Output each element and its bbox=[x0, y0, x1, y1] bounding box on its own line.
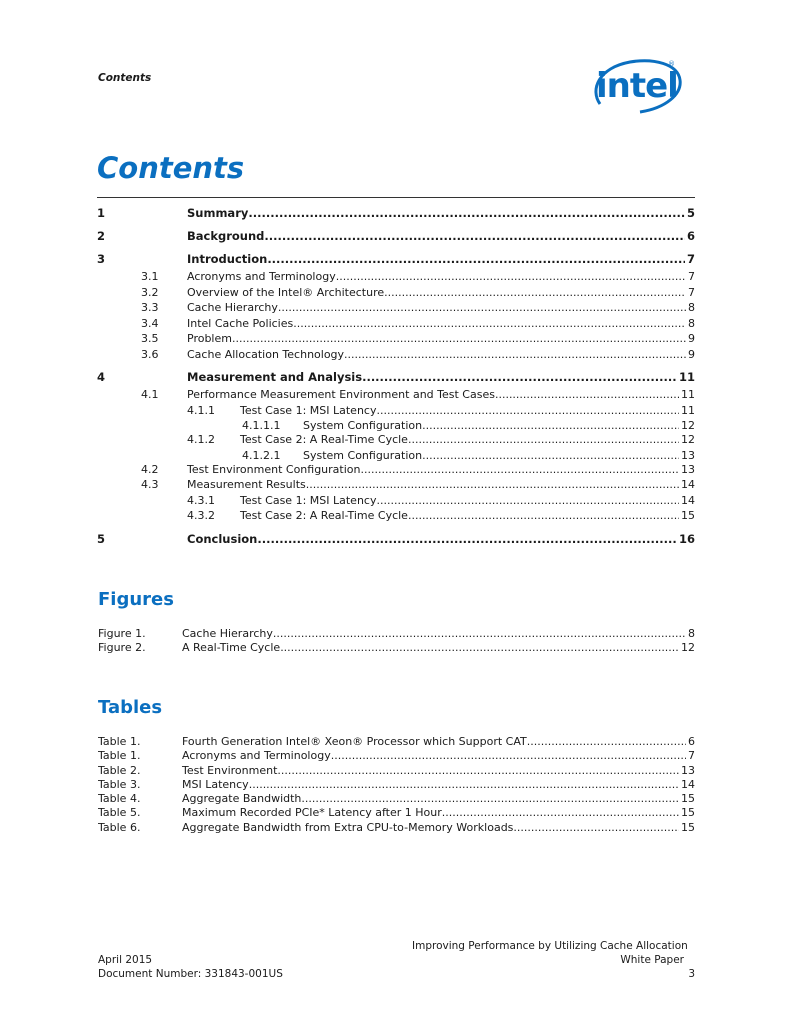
dot-leader bbox=[422, 419, 679, 432]
toc-entry[interactable] bbox=[97, 301, 695, 317]
entry-page: 7 bbox=[688, 270, 695, 283]
entry-number: 4.3 bbox=[141, 478, 159, 491]
dot-leader bbox=[361, 463, 680, 476]
toc-entry[interactable] bbox=[98, 806, 695, 820]
figures-list bbox=[98, 627, 695, 656]
entry-page: 7 bbox=[686, 252, 695, 266]
toc-entry[interactable] bbox=[97, 449, 695, 463]
entry-title: Cache Allocation Technology bbox=[187, 347, 345, 361]
toc-entry[interactable] bbox=[98, 627, 695, 641]
entry-page: 8 bbox=[688, 627, 695, 640]
entry-page: 15 bbox=[681, 509, 695, 522]
entry-title: Test Case 1: MSI Latency bbox=[240, 493, 377, 507]
toc-entry[interactable] bbox=[97, 348, 695, 364]
toc-entry[interactable] bbox=[97, 433, 695, 449]
entry-title: Test Environment Configuration bbox=[187, 462, 361, 476]
entry-number: Figure 1. bbox=[98, 627, 146, 640]
entry-title: Measurement and Analysis bbox=[187, 370, 363, 384]
dot-leader bbox=[264, 229, 685, 243]
entry-number: 5 bbox=[97, 531, 106, 546]
toc-entry[interactable] bbox=[98, 764, 695, 778]
figures-heading: Figures bbox=[98, 589, 174, 610]
entry-page: 11 bbox=[678, 370, 695, 384]
entry-number: Table 6. bbox=[98, 820, 141, 834]
entry-page: 7 bbox=[688, 749, 695, 763]
entry-number: Table 5. bbox=[98, 806, 141, 820]
entry-number: 4.1 bbox=[141, 388, 159, 401]
dot-leader bbox=[301, 792, 679, 805]
toc-entry[interactable] bbox=[97, 229, 695, 245]
entry-title: System Configuration bbox=[303, 448, 423, 462]
toc-entry[interactable] bbox=[97, 388, 695, 404]
entry-number: 4.1.1 bbox=[187, 403, 215, 417]
footer-date: April 2015 bbox=[98, 954, 153, 966]
entry-page: 14 bbox=[681, 493, 695, 507]
toc-entry[interactable] bbox=[98, 792, 695, 806]
entry-page: 15 bbox=[681, 792, 695, 806]
entry-number: 3.5 bbox=[141, 332, 159, 345]
entry-title: MSI Latency bbox=[182, 777, 249, 791]
footer-doc-number: Document Number: 331843-001US bbox=[98, 968, 283, 980]
entry-title: Acronyms and Terminology bbox=[187, 270, 336, 283]
dot-leader bbox=[273, 627, 686, 640]
dot-leader bbox=[280, 641, 679, 654]
dot-leader bbox=[442, 806, 679, 819]
entry-page: 12 bbox=[681, 419, 695, 432]
entry-number: 4.1.1.1 bbox=[242, 419, 281, 432]
entry-title: Test Case 2: A Real-Time Cycle bbox=[240, 509, 408, 522]
entry-number: 3.4 bbox=[141, 316, 159, 330]
dot-leader bbox=[257, 532, 677, 546]
dot-leader bbox=[495, 388, 679, 401]
entry-title: Intel Cache Policies bbox=[187, 316, 294, 330]
entry-title: Conclusion bbox=[187, 531, 258, 546]
dot-leader bbox=[527, 735, 686, 748]
dot-leader bbox=[408, 433, 679, 446]
entry-number: Table 4. bbox=[98, 792, 141, 806]
entry-title: A Real-Time Cycle bbox=[182, 641, 281, 655]
entry-page: 9 bbox=[688, 332, 695, 345]
toc-entry[interactable] bbox=[97, 419, 695, 433]
dot-leader bbox=[376, 494, 679, 507]
entry-title: Background bbox=[187, 229, 265, 243]
toc-entry[interactable] bbox=[97, 370, 695, 386]
toc-entry[interactable] bbox=[98, 821, 695, 835]
entry-number: 3.3 bbox=[141, 301, 159, 314]
dot-leader bbox=[408, 509, 679, 522]
tables-list bbox=[98, 735, 695, 835]
dot-leader bbox=[344, 348, 686, 361]
entry-title: Maximum Recorded PCIe* Latency after 1 Hour bbox=[182, 806, 442, 820]
entry-number: 2 bbox=[97, 229, 106, 243]
footer-page-number: 3 bbox=[688, 968, 695, 980]
entry-number: Table 1. bbox=[98, 749, 141, 763]
entry-number: 3.6 bbox=[141, 347, 159, 361]
entry-title: Fourth Generation Intel® Xeon® Processor which Support CAT bbox=[182, 735, 527, 748]
entry-title: System Configuration bbox=[303, 419, 423, 432]
logo-registered-mark: ® bbox=[668, 60, 675, 68]
entry-page: 14 bbox=[681, 777, 695, 791]
entry-title: Test Environment bbox=[182, 763, 278, 777]
toc-entry[interactable] bbox=[97, 404, 695, 420]
entry-title: Overview of the Intel® Architecture bbox=[187, 285, 385, 299]
entry-number: 4.1.2.1 bbox=[242, 448, 281, 462]
entry-page: 13 bbox=[681, 448, 695, 462]
dot-leader bbox=[248, 206, 685, 220]
entry-title: Measurement Results bbox=[187, 478, 306, 491]
page-title: Contents bbox=[97, 151, 245, 185]
entry-title: Cache Hierarchy bbox=[187, 301, 278, 314]
footer-doc-type: White Paper bbox=[620, 954, 684, 966]
entry-number: 4.1.2 bbox=[187, 433, 215, 446]
toc-entry[interactable] bbox=[97, 509, 695, 525]
entry-number: 4 bbox=[97, 370, 106, 384]
dot-leader bbox=[376, 404, 679, 417]
dot-leader bbox=[331, 749, 686, 762]
tables-heading: Tables bbox=[98, 697, 163, 718]
title-divider bbox=[97, 197, 695, 198]
entry-page: 6 bbox=[686, 229, 695, 243]
dot-leader bbox=[232, 332, 686, 345]
entry-number: 1 bbox=[97, 206, 106, 220]
entry-page: 11 bbox=[681, 403, 695, 417]
toc-entry[interactable] bbox=[97, 478, 695, 494]
entry-number: Table 2. bbox=[98, 763, 141, 777]
dot-leader bbox=[513, 821, 679, 834]
entry-page: 11 bbox=[681, 388, 695, 401]
entry-title: Test Case 1: MSI Latency bbox=[240, 403, 377, 417]
dot-leader bbox=[249, 778, 679, 791]
entry-number: 4.2 bbox=[141, 462, 159, 476]
entry-page: 5 bbox=[686, 206, 695, 220]
entry-page: 9 bbox=[688, 347, 695, 361]
entry-page: 15 bbox=[681, 806, 695, 820]
entry-number: Table 3. bbox=[98, 777, 141, 791]
entry-title: Cache Hierarchy bbox=[182, 627, 273, 640]
entry-title: Introduction bbox=[187, 252, 268, 266]
entry-title: Aggregate Bandwidth bbox=[182, 792, 302, 806]
table-of-contents bbox=[97, 206, 695, 548]
entry-number: 4.3.2 bbox=[187, 509, 215, 522]
toc-entry[interactable] bbox=[97, 317, 695, 333]
entry-page: 8 bbox=[688, 301, 695, 314]
entry-title: Aggregate Bandwidth from Extra CPU-to-Memory Workloads bbox=[182, 820, 514, 834]
entry-title: Summary bbox=[187, 206, 249, 220]
entry-number: Figure 2. bbox=[98, 641, 146, 655]
toc-entry[interactable] bbox=[97, 532, 695, 548]
dot-leader bbox=[306, 478, 679, 491]
running-head: Contents bbox=[98, 72, 152, 84]
entry-title: Test Case 2: A Real-Time Cycle bbox=[240, 433, 408, 446]
entry-number: 4.3.1 bbox=[187, 493, 215, 507]
entry-page: 12 bbox=[681, 433, 695, 446]
logo-wordmark: intel bbox=[596, 66, 678, 106]
dot-leader bbox=[362, 370, 677, 384]
dot-leader bbox=[336, 270, 686, 283]
toc-entry[interactable] bbox=[98, 641, 695, 655]
dot-leader bbox=[277, 764, 679, 777]
entry-page: 8 bbox=[688, 316, 695, 330]
toc-entry[interactable] bbox=[98, 749, 695, 763]
dot-leader bbox=[267, 252, 685, 266]
toc-entry[interactable] bbox=[97, 270, 695, 286]
toc-entry[interactable] bbox=[97, 463, 695, 479]
toc-entry[interactable] bbox=[98, 778, 695, 792]
toc-entry[interactable] bbox=[97, 494, 695, 510]
entry-page: 7 bbox=[688, 285, 695, 299]
entry-page: 15 bbox=[681, 820, 695, 834]
entry-title: Performance Measurement Environment and Test Cases bbox=[187, 388, 495, 401]
entry-number: 3 bbox=[97, 252, 106, 266]
entry-number: Table 1. bbox=[98, 735, 141, 748]
toc-entry[interactable] bbox=[97, 206, 695, 222]
entry-page: 12 bbox=[681, 641, 695, 655]
entry-title: Acronyms and Terminology bbox=[182, 749, 331, 763]
entry-page: 16 bbox=[678, 531, 695, 546]
toc-entry[interactable] bbox=[97, 252, 695, 268]
toc-entry[interactable] bbox=[97, 332, 695, 348]
entry-page: 14 bbox=[681, 478, 695, 491]
entry-page: 13 bbox=[681, 462, 695, 476]
dot-leader bbox=[422, 449, 679, 462]
toc-entry[interactable] bbox=[97, 286, 695, 302]
footer-doc-title: Improving Performance by Utilizing Cache Allocation bbox=[412, 940, 688, 952]
entry-number: 3.1 bbox=[141, 270, 159, 283]
dot-leader bbox=[278, 301, 686, 314]
toc-entry[interactable] bbox=[98, 735, 695, 749]
dot-leader bbox=[384, 286, 686, 299]
dot-leader bbox=[293, 317, 686, 330]
entry-page: 13 bbox=[681, 763, 695, 777]
entry-page: 6 bbox=[688, 735, 695, 748]
entry-title: Problem bbox=[187, 332, 232, 345]
entry-number: 3.2 bbox=[141, 285, 159, 299]
intel-logo bbox=[590, 54, 686, 120]
